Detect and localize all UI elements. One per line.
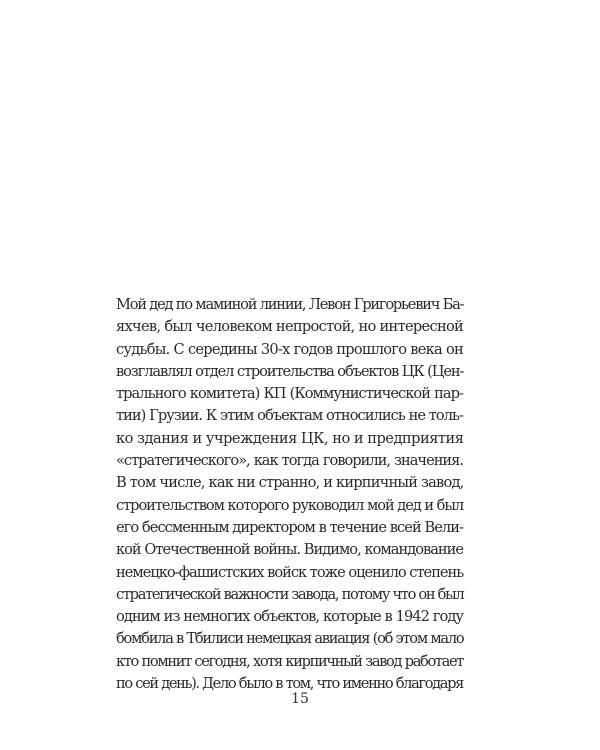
text-line: Мой дед по маминой линии, Левон Григорьевич Ба- [116,296,464,313]
text-line: кой Отечественной войны. Видимо, командование [116,541,463,559]
text-line: по сей день). Дело было в том, что именно благодаря [116,675,463,693]
text-line: бомбила в Тбилиси немецкая авиация (об этом мало [116,630,464,648]
text-line: трального комитета) КП (Коммунистической пар- [116,385,463,403]
text-line: ко здания и учреждения ЦК, но и предприятия [116,429,464,447]
text-line: «стратегического», как тогда говорили, значения. [116,452,463,470]
text-line: тии) Грузии. К этим объектам относились не толь- [116,407,463,425]
body-paragraph [116,294,463,695]
text-line: стратегической важности завода, потому что он был [116,585,464,603]
text-line: одним из немногих объектов, которые в 1942 году [116,608,463,626]
text-line: строительством которого руководил мой дед и был [116,496,464,514]
text-line: В том числе, как ни странно, и кирпичный завод, [116,474,464,492]
text-line: его бессменным директором в течение всей Вели- [116,518,463,536]
text-line: возглавлял отдел строительства объектов ЦК (Цен- [116,362,464,380]
text-line: немецко-фашистских войск тоже оценило степень [116,563,464,581]
page-number: 15 [291,691,309,707]
text-line: судьбы. С середины 30-х годов прошлого века он [116,340,463,358]
text-line: кто помнит сегодня, хотя кирпичный завод работает [116,652,463,670]
text-line: яхчев, был человеком непростой, но интересной [116,318,464,336]
